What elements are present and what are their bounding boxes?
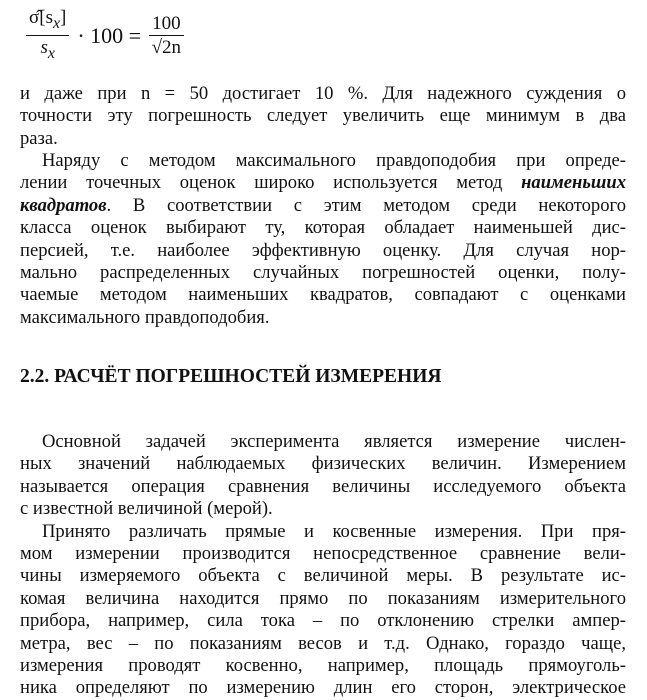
text-line: мом измерении производится непосредственное сравнение вели- [20,542,626,564]
text-line: и даже при n = 50 достигает 10 %. Для надежного суждения о [20,83,626,104]
text-line: Основной задачей эксперимента является измерение числен- [42,431,626,452]
text-line: точности эту погрешность следует увеличить еще минимум в два [20,105,626,127]
text-line: мально распределенных случайных погрешностей оценки, полу- [20,261,626,283]
text-line: максимального правдоподобия. [20,306,270,328]
text-line: прибора, например, сила тока – по отклонению стрелки ампер- [20,610,626,632]
paragraph-2 [20,150,626,329]
emphasis-term: квадратов [20,194,107,216]
text-line: ных значений наблюдаемых физических величин. Измерением [20,453,626,475]
emphasis-term: наименьших [521,172,626,194]
text-line: персией, т.е. наиболее эффективную оценку. Для случая нор- [20,239,626,261]
text-line: раза. [20,127,58,149]
text-line: Принято различать прямые и косвенные измерения. При пря- [42,520,626,542]
text-line: чаемые методом наименьших квадратов, совпадают с оценками [20,284,626,306]
text-line: с известной величиной (мерой). [20,498,273,520]
text-span: . В соответствии с этим методом среди некоторого [106,194,626,216]
text-line [20,195,626,217]
section-heading: 2.2. РАСЧЁТ ПОГРЕШНОСТЕЙ ИЗМЕРЕНИЯ [20,366,442,387]
text-line [20,172,626,194]
text-line: Наряду с методом максимального правдоподобия при опреде- [42,150,626,171]
text-line: комая величина находится прямо по показаниям измерительного [20,587,626,609]
text-line: метра, вес – по показаниям весов и т.д. Однако, гораздо чаще, [20,632,626,654]
rhs-fraction [149,13,184,60]
formula-numerator-sub: x [52,14,60,32]
text-span: лении точечных оценок широко используется метод [20,172,503,194]
formula-times: · 100 = [77,23,142,48]
text-line: ника определяют по измерению длин его сторон, электрическое [20,677,626,699]
text-line: чины измеряемого объекта с величиной меры. В результате ис- [20,565,626,587]
formula-numerator: σ̂[s [29,6,53,28]
relative-error-fraction [26,7,69,66]
rhs-denominator: √2n [151,36,182,58]
text-line: измерения проводят косвенно, например, площадь прямоуголь- [20,654,626,676]
paragraph-1 [20,83,626,150]
formula-denominator-sub: x [47,44,55,62]
text-line: класса оценок выбирают ту, которая обладает наименьшей дис- [20,217,626,239]
formula-denominator: s [40,36,48,58]
rhs-numerator: 100 [149,13,184,36]
text-line: называется операция сравнения величины исследуемого объекта [20,475,626,497]
formula [22,6,188,66]
paragraph-3 [20,431,626,700]
formula-numerator-end: ] [60,6,67,28]
